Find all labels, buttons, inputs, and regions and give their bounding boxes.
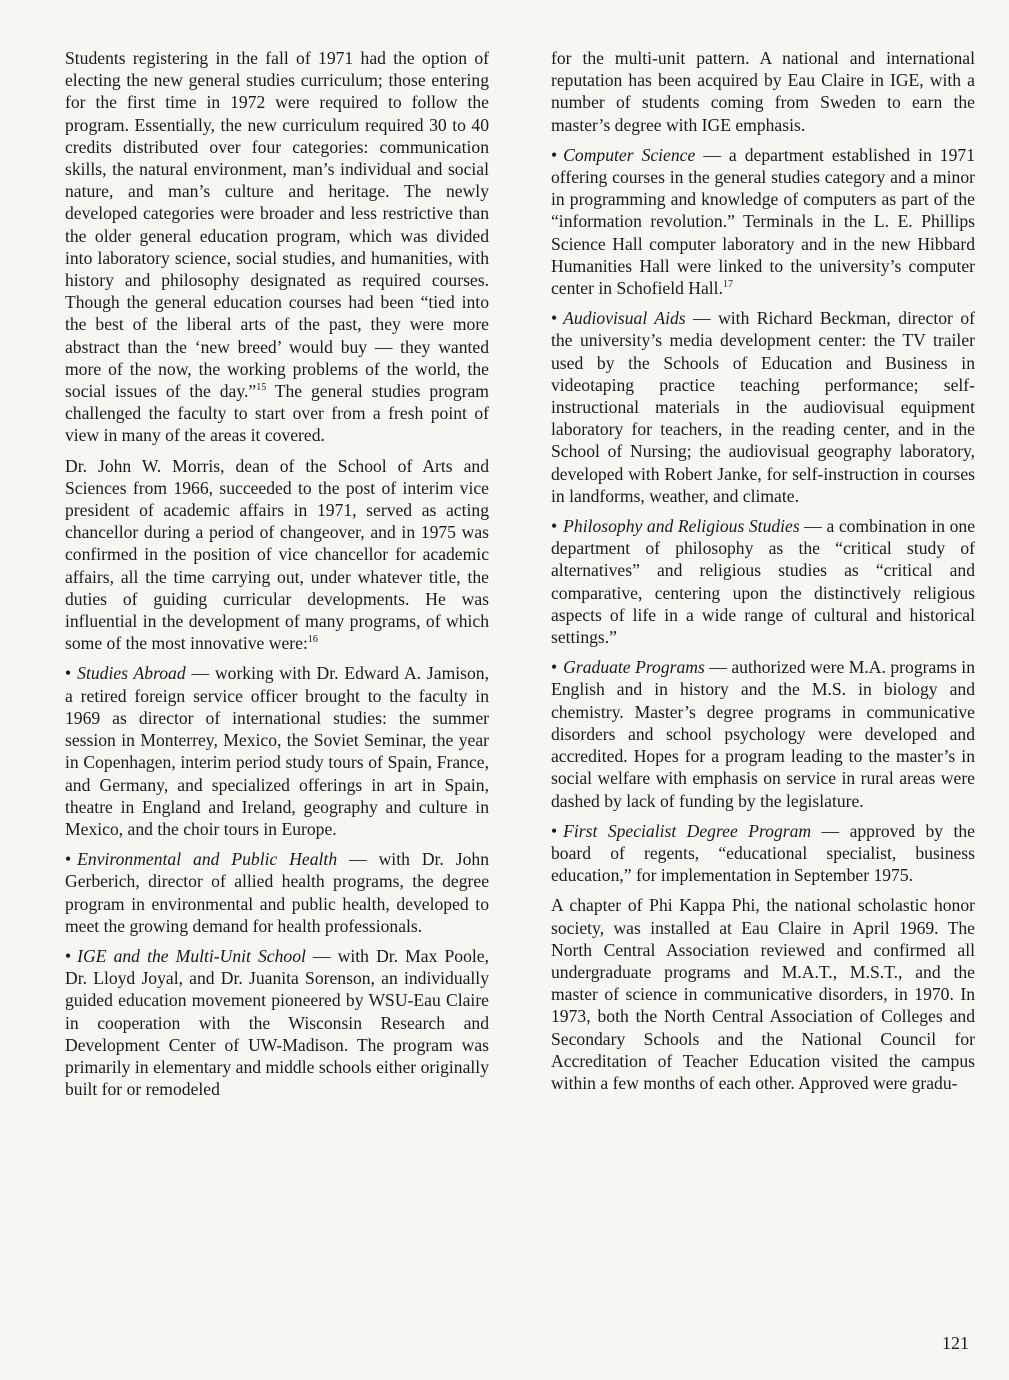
bullet-icon: • (551, 144, 558, 165)
bullet-icon: • (551, 820, 558, 841)
right-column (551, 47, 975, 1102)
item-title: Audiovisual Aids (563, 308, 686, 329)
list-item-specialist-degree: • First Specialist Degree Program — approved by the board of regents, “educational specialist, business education,” for implementation in September 1975. (551, 820, 975, 886)
list-item-philosophy-religious: • Philosophy and Religious Studies — a combination in one department of philosophy as the “critical study of alternatives” and religious studies as “critical and comparative, centering upon the distinctively religious aspects of life in a wide range of cultural and historical settings.” (551, 516, 976, 648)
left-column (65, 47, 489, 1108)
footnote-ref-15: 15 (256, 382, 267, 394)
item-title: Philosophy and Religious Studies (563, 516, 800, 537)
footnote-ref-17: 17 (722, 279, 733, 291)
paragraph-john-morris: Dr. John W. Morris, dean of the School of Arts and Sciences from 1966, succeeded to the post of interim vice president of academic affairs in 1971, served as acting chancellor during a period of changeover, and in 1975 was confirmed in the position of vice chancellor for academic affairs, all the time carrying out, under whatever title, the duties of guiding curricular developments. He was influential in the development of many programs, of which some of the most innovative were:$^{16}$ (65, 455, 489, 654)
bullet-icon: • (65, 663, 72, 684)
bullet-icon: • (551, 657, 558, 678)
bullet-icon: • (65, 849, 72, 870)
list-item-environmental-health: • Environmental and Public Health — with Dr. John Gerberich, director of allied health programs, the degree program in environmental and public health, developed to meet the growing demand for health professionals. (65, 849, 489, 936)
bullet-icon: • (551, 308, 558, 329)
item-title: Environmental and Public Health (77, 849, 338, 870)
list-item-audiovisual-aids: • Audiovisual Aids — with Richard Beckman, director of the university’s media development center: the TV trailer used by the Schools of Education and Business in videotaping practice teaching performance; self-instructional materials in the audiovisual equipment laboratory for teachers, in the reading center, and in the School of Nursing; the audiovisual geography laboratory, developed with Robert Janke, for self-instruction in courses in landforms, weather, and climate. (551, 308, 975, 506)
list-item-computer-science: • Computer Science — a department established in 1971 offering courses in the general studies category and a minor in programming and knowledge of computers as part of the “information revolution.” Terminals in the L. E. Phillips Science Hall computer laboratory and in the new Hibbard Humanities Hall were linked to the university’s computer center in Schofield Hall.$^{17}$ (551, 144, 975, 299)
list-item-studies-abroad: • Studies Abroad — working with Dr. Edward A. Jamison, a retired foreign service officer brought to the faculty in 1969 as director of international studies: the summer session in Monterrey, Mexico, the Soviet Seminar, the year in Copenhagen, interim period study tours of Spain, France, and Germany, and specialized offerings in art in Spain, theatre in England and Ireland, geography and culture in Mexico, and the choir tours in Europe. (65, 663, 489, 839)
item-title: IGE and the Multi-Unit School (77, 945, 306, 966)
page-number: 121 (942, 1333, 969, 1353)
list-item-ige-multi-unit: • IGE and the Multi-Unit School — with Dr. Max Poole, Dr. Lloyd Joyal, and Dr. Juanita Sorenson, an individually guided education movement pioneered by WSU-Eau Claire in cooperation with the Wisconsin Research and Development Center of UW-Madison. The program was primarily in elementary and middle schools either originally built for or remodeled (65, 945, 489, 1100)
footnote-ref-16: 16 (307, 634, 318, 646)
bullet-icon: • (551, 516, 558, 537)
paragraph-continuation: for the multi-unit pattern. A national and international reputation has been acquired by Eau Claire in IGE, with a number of students coming from Sweden to earn the master’s degree with IGE emphasis. (551, 48, 975, 135)
item-title: First Specialist Degree Program (563, 820, 812, 841)
bullet-icon: • (65, 945, 72, 966)
item-title: Graduate Programs (563, 657, 705, 678)
paragraph-phi-kappa-phi: A chapter of Phi Kappa Phi, the national scholastic honor society, was installed at Eau Claire in April 1969. The North Central Association reviewed and confirmed all undergraduate programs and M.A.T., M.S.T., and the master of science in communicative disorders, in 1970. In 1973, both the North Central Association of Colleges and Secondary Schools and the National Council for Accreditation of Teacher Education visited the campus within a few months of each other. Approved were gradu- (551, 895, 975, 1093)
item-title: Studies Abroad (77, 663, 186, 684)
list-item-graduate-programs: • Graduate Programs — authorized were M.A. programs in English and in history and the M.S. in biology and chemistry. Master’s degree programs in communicative disorders and school psychology were developed and accredited. Hopes for a program leading to the master’s in social welfare with emphasis on service in rural areas were dashed by lack of funding by the legislature. (551, 657, 975, 811)
paragraph-general-studies: Students registering in the fall of 1971 had the option of electing the new general studies curriculum; those entering for the first time in 1972 were required to follow the program. Essentially, the new curriculum required 30 to 40 credits distributed over four categories: communication skills, the natural environment, man’s individual and social nature, and man’s culture and heritage. The newly developed categories were broader and less restrictive than the older general education program, which was divided into laboratory science, social studies, and humanities, with history and philosophy designated as required courses. Though the general education courses had been “tied into the best of the liberal arts of the past, they were more abstract than the ‘new breed’ would buy — they wanted more of the now, the working problems of the world, the social issues of the day.”$^{15}$ The general studies program challenged the faculty to start over from a fresh point of view in many of the areas it covered. (65, 48, 489, 446)
item-title: Computer Science (563, 144, 696, 165)
